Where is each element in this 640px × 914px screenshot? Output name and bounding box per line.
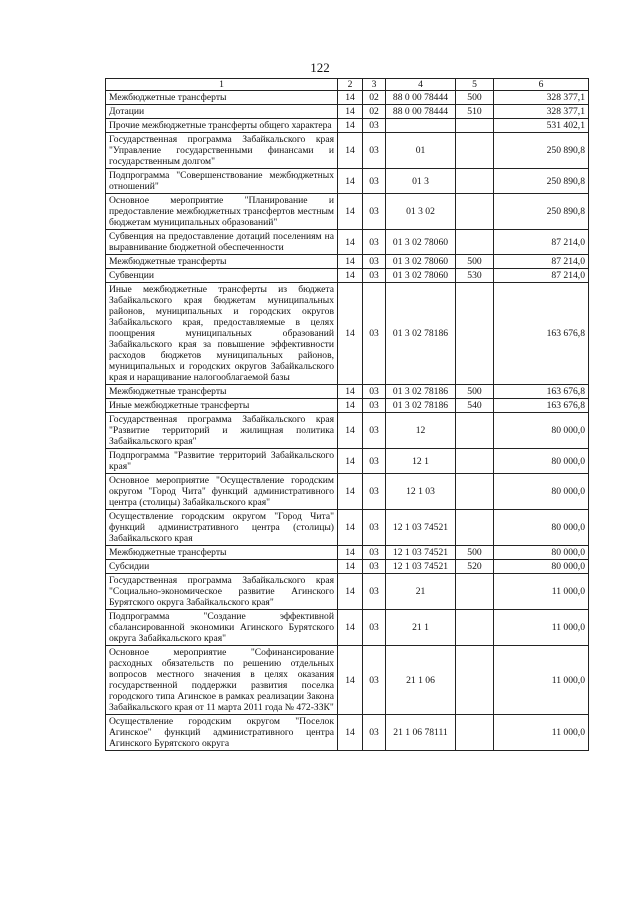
row-amount: 11 000,0 xyxy=(494,646,589,715)
table-row xyxy=(106,119,589,133)
header-cell: 2 xyxy=(338,79,363,91)
row-section: 14 xyxy=(338,133,363,169)
row-subsection: 02 xyxy=(363,105,386,119)
row-target-code: 12 xyxy=(386,413,456,449)
row-target-code: 88 0 00 78444 xyxy=(386,105,456,119)
row-name: Межбюджетные трансферты xyxy=(106,91,338,105)
row-expense-type xyxy=(456,510,494,546)
row-target-code: 01 3 02 78060 xyxy=(386,230,456,255)
row-amount: 87 214,0 xyxy=(494,230,589,255)
page-number: 122 xyxy=(310,60,330,75)
row-amount: 87 214,0 xyxy=(494,255,589,269)
row-name: Государственная программа Забайкальского края "Управление государственными финансами и государственным долгом" xyxy=(106,133,338,169)
row-expense-type xyxy=(456,574,494,610)
header-cell: 6 xyxy=(494,79,589,91)
row-section: 14 xyxy=(338,560,363,574)
table-row xyxy=(106,510,589,546)
table-row xyxy=(106,560,589,574)
row-name: Межбюджетные трансферты xyxy=(106,255,338,269)
table-row xyxy=(106,399,589,413)
row-amount: 80 000,0 xyxy=(494,413,589,449)
row-section: 14 xyxy=(338,283,363,385)
budget-table xyxy=(105,78,589,751)
row-expense-type xyxy=(456,413,494,449)
row-subsection: 03 xyxy=(363,574,386,610)
row-target-code: 12 1 03 74521 xyxy=(386,510,456,546)
row-expense-type: 500 xyxy=(456,546,494,560)
row-section: 14 xyxy=(338,194,363,230)
row-name: Субвенции xyxy=(106,269,338,283)
row-section: 14 xyxy=(338,105,363,119)
table-row xyxy=(106,449,589,474)
row-section: 14 xyxy=(338,255,363,269)
row-target-code: 01 3 02 xyxy=(386,194,456,230)
row-section: 14 xyxy=(338,269,363,283)
row-section: 14 xyxy=(338,715,363,751)
row-name: Межбюджетные трансферты xyxy=(106,385,338,399)
row-amount: 250 890,8 xyxy=(494,169,589,194)
row-expense-type: 510 xyxy=(456,105,494,119)
row-amount: 250 890,8 xyxy=(494,194,589,230)
row-name: Прочие межбюджетные трансферты общего характера xyxy=(106,119,338,133)
row-name: Основное мероприятие "Планирование и предоставление межбюджетных трансфертов местным бюджетам муниципальных образований" xyxy=(106,194,338,230)
row-target-code: 21 xyxy=(386,574,456,610)
row-amount: 80 000,0 xyxy=(494,474,589,510)
row-target-code: 01 3 02 78060 xyxy=(386,255,456,269)
row-amount: 11 000,0 xyxy=(494,715,589,751)
row-expense-type xyxy=(456,646,494,715)
row-expense-type xyxy=(456,474,494,510)
row-name: Субвенция на предоставление дотаций поселениям на выравнивание бюджетной обеспеченности xyxy=(106,230,338,255)
row-target-code: 12 1 03 xyxy=(386,474,456,510)
row-subsection: 03 xyxy=(363,413,386,449)
row-target-code: 01 3 xyxy=(386,169,456,194)
table-row xyxy=(106,255,589,269)
table-row xyxy=(106,230,589,255)
row-section: 14 xyxy=(338,449,363,474)
row-expense-type: 540 xyxy=(456,399,494,413)
row-expense-type xyxy=(456,715,494,751)
row-subsection: 03 xyxy=(363,169,386,194)
row-section: 14 xyxy=(338,399,363,413)
table-row xyxy=(106,546,589,560)
row-section: 14 xyxy=(338,546,363,560)
row-section: 14 xyxy=(338,119,363,133)
row-subsection: 03 xyxy=(363,194,386,230)
row-expense-type xyxy=(456,133,494,169)
row-name: Межбюджетные трансферты xyxy=(106,546,338,560)
row-subsection: 02 xyxy=(363,91,386,105)
row-target-code: 21 1 xyxy=(386,610,456,646)
row-name: Подпрограмма "Развитие территорий Забайкальского края" xyxy=(106,449,338,474)
row-section: 14 xyxy=(338,91,363,105)
row-target-code: 01 xyxy=(386,133,456,169)
row-name: Подпрограмма "Создание эффективной сбалансированной экономики Агинского Бурятского округа Забайкальского края" xyxy=(106,610,338,646)
row-amount: 328 377,1 xyxy=(494,91,589,105)
row-subsection: 03 xyxy=(363,510,386,546)
table-row xyxy=(106,105,589,119)
row-name: Государственная программа Забайкальского края "Развитие территорий и жилищная политика Забайкальского края" xyxy=(106,413,338,449)
row-target-code: 88 0 00 78444 xyxy=(386,91,456,105)
table-row xyxy=(106,269,589,283)
row-amount: 87 214,0 xyxy=(494,269,589,283)
table-row xyxy=(106,91,589,105)
row-amount: 11 000,0 xyxy=(494,610,589,646)
row-subsection: 03 xyxy=(363,610,386,646)
row-name: Основное мероприятие "Софинансирование расходных обязательств по решению отдельных вопросов местного значения в целях оказания государственной поддержки развития поселка городского типа Агинское в рамках реализации Закона Забайкальского края от 11 марта 2011 года № 472-ЗЗК" xyxy=(106,646,338,715)
row-amount: 11 000,0 xyxy=(494,574,589,610)
row-expense-type xyxy=(456,230,494,255)
row-target-code: 12 1 03 74521 xyxy=(386,560,456,574)
row-target-code: 01 3 02 78186 xyxy=(386,399,456,413)
row-expense-type: 520 xyxy=(456,560,494,574)
row-section: 14 xyxy=(338,574,363,610)
table-row xyxy=(106,646,589,715)
row-subsection: 03 xyxy=(363,646,386,715)
row-amount: 80 000,0 xyxy=(494,546,589,560)
table-row xyxy=(106,385,589,399)
row-subsection: 03 xyxy=(363,283,386,385)
row-target-code: 01 3 02 78186 xyxy=(386,385,456,399)
row-amount: 531 402,1 xyxy=(494,119,589,133)
row-name: Подпрограмма "Совершенствование межбюджетных отношений" xyxy=(106,169,338,194)
row-expense-type xyxy=(456,610,494,646)
row-subsection: 03 xyxy=(363,269,386,283)
table-row xyxy=(106,169,589,194)
row-section: 14 xyxy=(338,610,363,646)
row-section: 14 xyxy=(338,169,363,194)
table-row xyxy=(106,715,589,751)
row-name: Государственная программа Забайкальского края "Социально-экономическое развитие Агинского Бурятского округа Забайкальского края" xyxy=(106,574,338,610)
row-target-code: 21 1 06 xyxy=(386,646,456,715)
row-section: 14 xyxy=(338,385,363,399)
row-subsection: 03 xyxy=(363,560,386,574)
row-subsection: 03 xyxy=(363,715,386,751)
row-name: Осуществление городским округом "Поселок Агинское" функций административного центра Агинского Бурятского округа xyxy=(106,715,338,751)
row-name: Иные межбюджетные трансферты xyxy=(106,399,338,413)
row-target-code: 01 3 02 78060 xyxy=(386,269,456,283)
header-cell: 5 xyxy=(456,79,494,91)
row-target-code xyxy=(386,119,456,133)
table-row xyxy=(106,133,589,169)
row-target-code: 12 1 xyxy=(386,449,456,474)
table-header-row xyxy=(106,79,589,91)
row-name: Осуществление городским округом "Город Чита" функций административного центра (столицы) Забайкальского края xyxy=(106,510,338,546)
row-section: 14 xyxy=(338,510,363,546)
row-expense-type: 530 xyxy=(456,269,494,283)
row-section: 14 xyxy=(338,646,363,715)
row-amount: 80 000,0 xyxy=(494,510,589,546)
row-expense-type: 500 xyxy=(456,255,494,269)
row-target-code: 21 1 06 78111 xyxy=(386,715,456,751)
row-expense-type: 500 xyxy=(456,91,494,105)
row-amount: 80 000,0 xyxy=(494,560,589,574)
table-row xyxy=(106,413,589,449)
row-expense-type xyxy=(456,283,494,385)
header-cell: 3 xyxy=(363,79,386,91)
row-name: Субсидии xyxy=(106,560,338,574)
row-subsection: 03 xyxy=(363,474,386,510)
row-target-code: 12 1 03 74521 xyxy=(386,546,456,560)
table-row xyxy=(106,194,589,230)
row-target-code: 01 3 02 78186 xyxy=(386,283,456,385)
row-section: 14 xyxy=(338,413,363,449)
table-row xyxy=(106,474,589,510)
row-amount: 250 890,8 xyxy=(494,133,589,169)
table-row xyxy=(106,610,589,646)
row-section: 14 xyxy=(338,474,363,510)
row-subsection: 03 xyxy=(363,230,386,255)
row-subsection: 03 xyxy=(363,449,386,474)
row-name: Дотации xyxy=(106,105,338,119)
row-subsection: 03 xyxy=(363,399,386,413)
table-row xyxy=(106,574,589,610)
row-subsection: 03 xyxy=(363,546,386,560)
row-subsection: 03 xyxy=(363,385,386,399)
row-subsection: 03 xyxy=(363,119,386,133)
row-expense-type xyxy=(456,449,494,474)
row-subsection: 03 xyxy=(363,133,386,169)
row-amount: 163 676,8 xyxy=(494,385,589,399)
row-amount: 163 676,8 xyxy=(494,283,589,385)
row-subsection: 03 xyxy=(363,255,386,269)
row-expense-type: 500 xyxy=(456,385,494,399)
table-row xyxy=(106,283,589,385)
header-cell: 4 xyxy=(386,79,456,91)
row-section: 14 xyxy=(338,230,363,255)
header-cell: 1 xyxy=(106,79,338,91)
row-amount: 163 676,8 xyxy=(494,399,589,413)
row-name: Иные межбюджетные трансферты из бюджета Забайкальского края бюджетам муниципальных районов, муниципальных и городских округов Забайкальского края, предоставляемые в целях поощрения муниципальных образований Забайкальского края за повышение эффективности расходов бюджетов муниципальных районов, муниципальных и городских округов Забайкальского края и наращивание налогооблагаемой базы xyxy=(106,283,338,385)
row-expense-type xyxy=(456,194,494,230)
row-amount: 328 377,1 xyxy=(494,105,589,119)
row-name: Основное мероприятие "Осуществление городским округом "Город Чита" функций административного центра (столицы) Забайкальского края" xyxy=(106,474,338,510)
row-amount: 80 000,0 xyxy=(494,449,589,474)
row-expense-type xyxy=(456,169,494,194)
row-expense-type xyxy=(456,119,494,133)
